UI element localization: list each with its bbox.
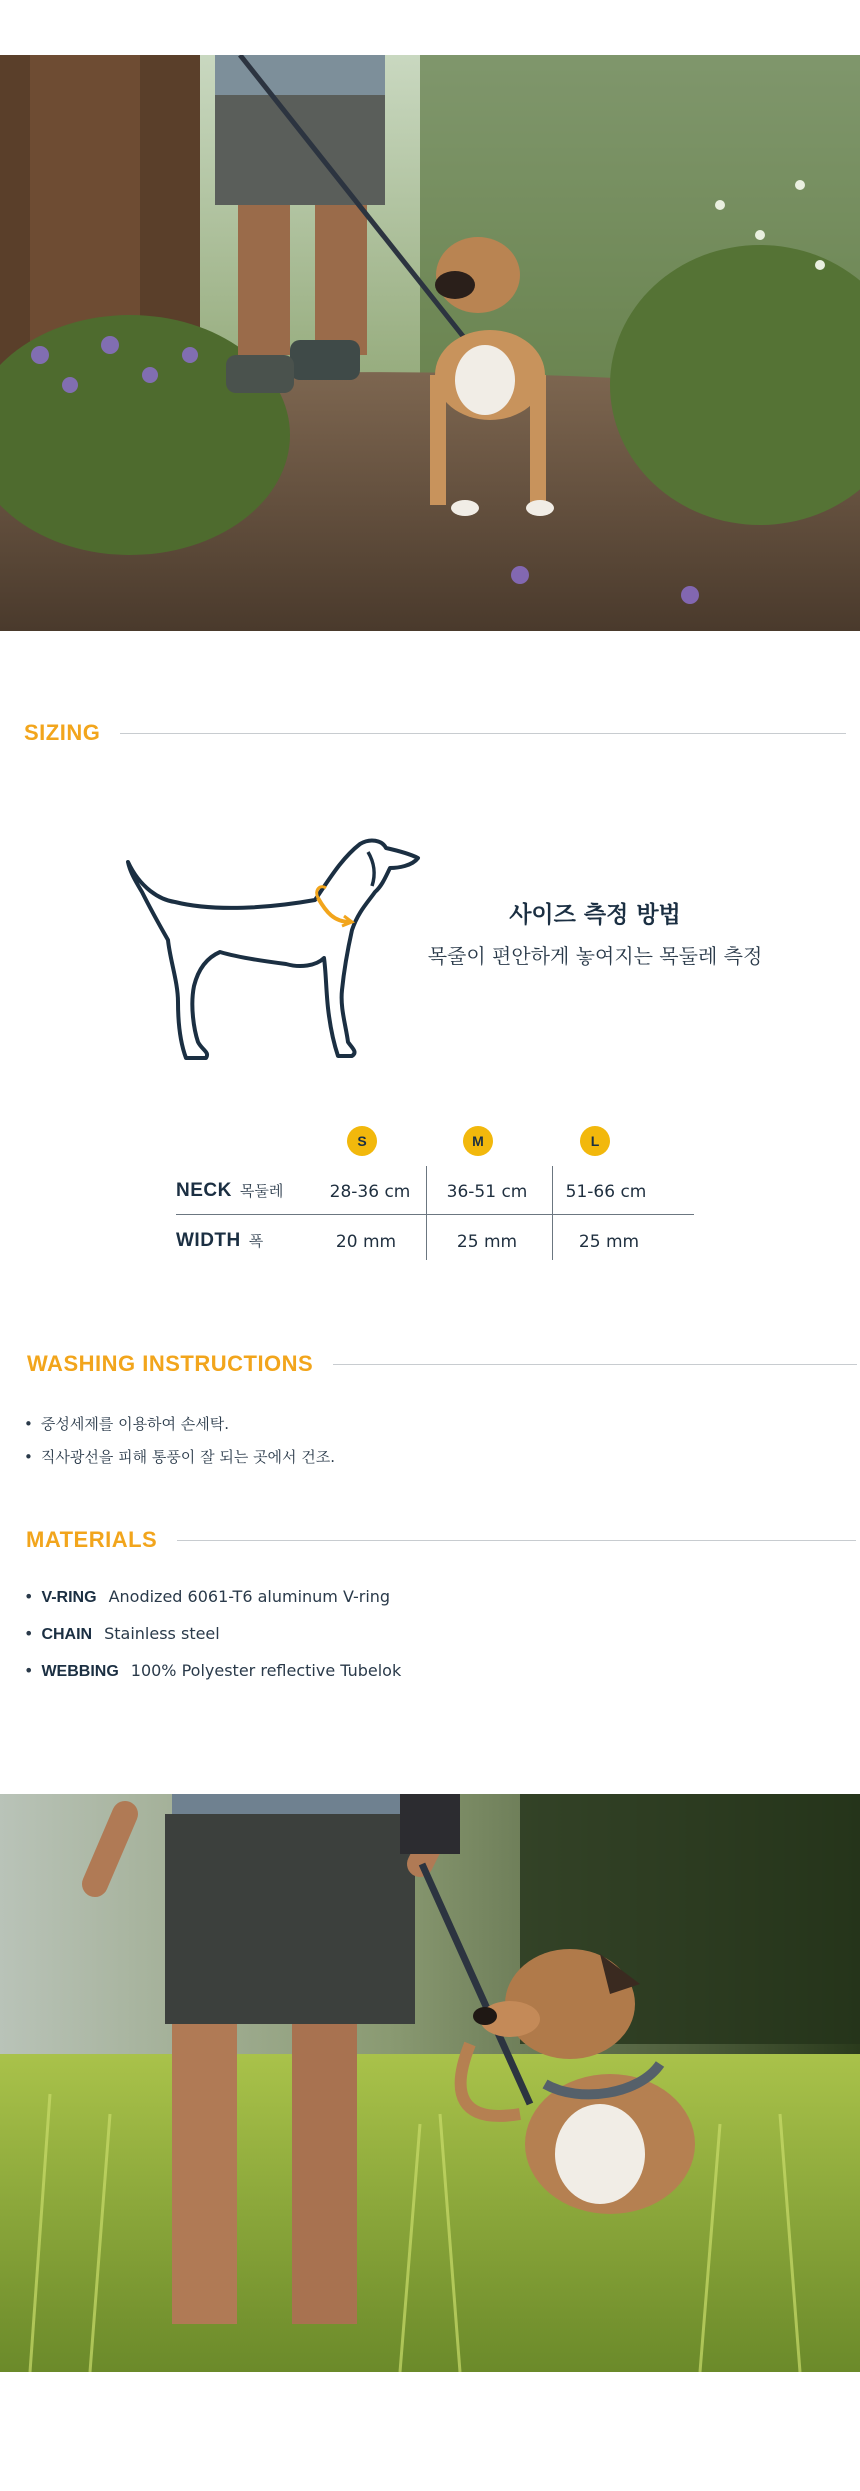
bullet: • — [24, 1661, 34, 1680]
materials-section-header — [26, 1527, 856, 1553]
material-value: Stainless steel — [104, 1624, 220, 1643]
neck-row-label — [176, 1180, 283, 1202]
width-size-l: 25 mm — [578, 1232, 640, 1252]
bottom-photo-grass — [0, 1794, 860, 2372]
size-badge-m: M — [463, 1126, 493, 1156]
material-item — [24, 1587, 390, 1607]
washing-item-text: 중성세제를 이용하여 손세탁. — [40, 1415, 230, 1433]
washing-item — [24, 1446, 335, 1467]
width-size-s: 20 mm — [335, 1232, 397, 1252]
width-label: WIDTH — [176, 1230, 241, 1251]
bullet: • — [24, 1415, 33, 1433]
washing-title: WASHING INSTRUCTIONS — [27, 1351, 314, 1376]
size-badge-l: L — [580, 1126, 610, 1156]
material-value: 100% Polyester reflective Tubelok — [130, 1661, 402, 1680]
bullet: • — [24, 1587, 34, 1606]
bullet: • — [24, 1448, 33, 1466]
section-divider — [120, 733, 846, 734]
material-key: WEBBING — [41, 1663, 119, 1680]
neck-size-m: 36-51 cm — [446, 1182, 528, 1202]
material-item — [24, 1661, 401, 1681]
width-size-m: 25 mm — [456, 1232, 518, 1252]
neck-size-s: 28-36 cm — [329, 1182, 411, 1202]
neck-size-l: 51-66 cm — [565, 1182, 647, 1202]
size-badge-s: S — [347, 1126, 377, 1156]
bullet: • — [24, 1624, 34, 1643]
materials-title: MATERIALS — [26, 1527, 158, 1552]
measure-title: 사이즈 측정 방법 — [509, 902, 681, 928]
washing-item-text: 직사광선을 피해 통풍이 잘 되는 곳에서 건조. — [40, 1448, 336, 1466]
section-divider — [177, 1540, 856, 1541]
material-key: V-RING — [41, 1589, 97, 1606]
width-label-ko: 폭 — [248, 1232, 264, 1250]
hero-photo-trail — [0, 55, 860, 631]
dog-measurement-illustration — [120, 830, 430, 1070]
material-value: Anodized 6061-T6 aluminum V-ring — [108, 1587, 391, 1606]
material-key: CHAIN — [41, 1626, 93, 1643]
neck-label-ko: 목둘레 — [239, 1182, 284, 1200]
washing-item — [24, 1413, 229, 1434]
sizing-title: SIZING — [24, 720, 101, 745]
washing-section-header — [27, 1351, 857, 1377]
material-item — [24, 1624, 220, 1644]
section-divider — [333, 1364, 857, 1365]
neck-label: NECK — [176, 1180, 232, 1201]
sizing-section-header — [24, 720, 846, 746]
measure-description: 목줄이 편안하게 놓여지는 목둘레 측정 — [427, 944, 763, 968]
table-divider — [176, 1214, 694, 1215]
width-row-label — [176, 1230, 263, 1252]
